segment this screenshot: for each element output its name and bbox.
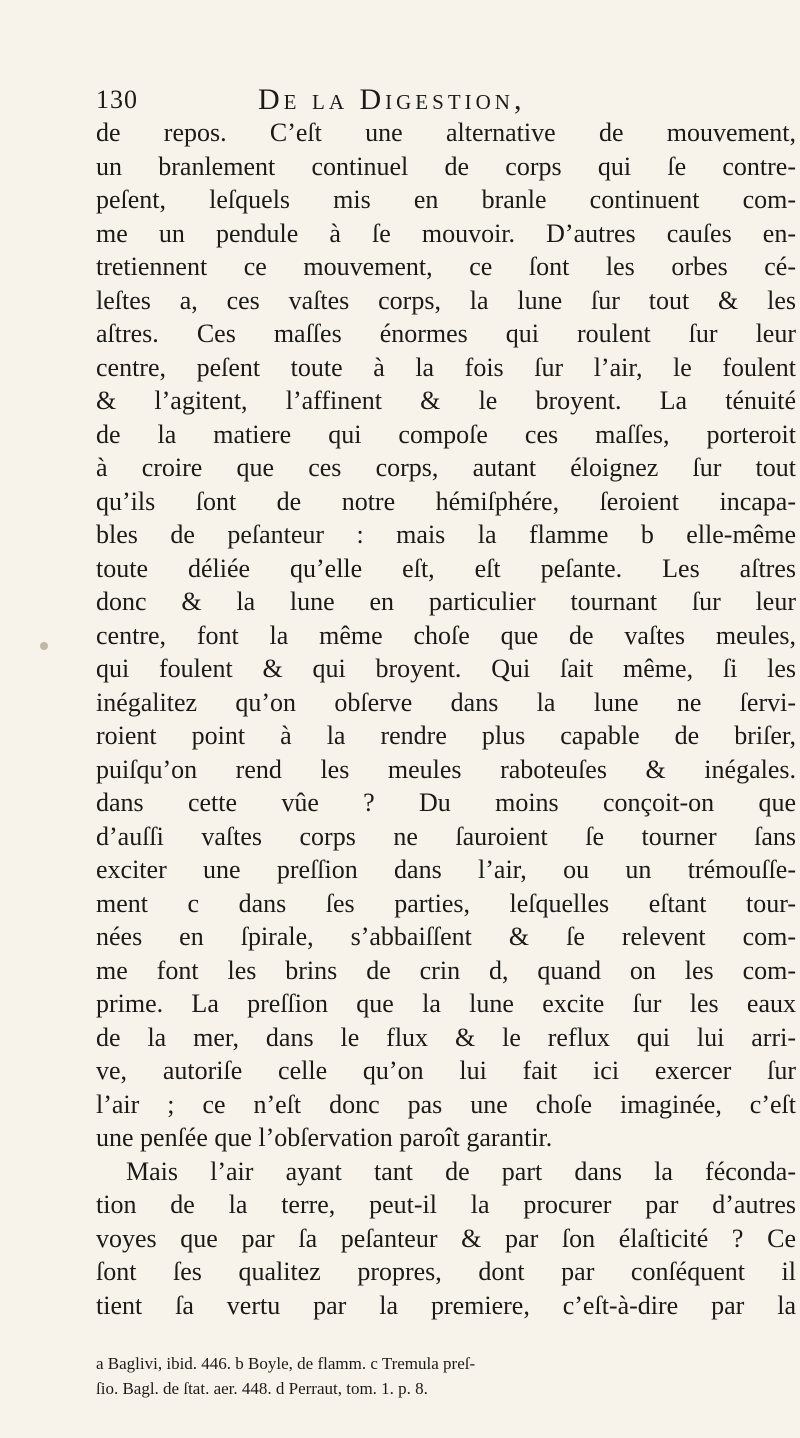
text-line: tretiennent ce mouvement, ce ſont les orbes cé- [96, 252, 796, 281]
text-line: me font les brins de crin d, quand on les com- [96, 955, 796, 985]
body-text [96, 116, 796, 1322]
text-line: inégalitez qu’on obſerve dans la lune ne ſervi- [96, 687, 796, 717]
text-line: de repos. C’eſt une alternative de mouvement, [96, 118, 796, 147]
text-line: dans cette vûe ? Du moins conçoit-on que [96, 788, 796, 817]
footnotes [96, 1354, 792, 1404]
text-line: prime. La preſſion que la lune excite ſur les eaux [96, 989, 796, 1018]
text-line: tient ſa vertu par la premiere, c’eſt-à-dire par la [96, 1290, 796, 1320]
text-line: me un pendule à ſe mouvoir. D’autres cauſes en- [96, 218, 796, 248]
text-line: qu’ils ſont de notre hémiſphére, ſeroient incapa- [96, 486, 796, 516]
text-line: peſent, leſquels mis en branle continuent com- [96, 185, 796, 214]
text-line: aſtres. Ces maſſes énormes qui roulent ſur leur [96, 319, 796, 348]
text-line: & l’agitent, l’affinent & le broyent. La ténuité [96, 386, 796, 415]
text-line: centre, peſent toute à la fois ſur l’air, le foulent [96, 352, 796, 382]
footnote-line: a Baglivi, ibid. 446. b Boyle, de flamm. c Tremula preſ- [96, 1354, 476, 1373]
text-line: exciter une preſſion dans l’air, ou un trémouſſe- [96, 855, 796, 884]
text-line: roient point à la rendre plus capable de briſer, [96, 721, 796, 750]
page-number: 130 [96, 85, 138, 114]
text-line: à croire que ces corps, autant éloignez ſur tout [96, 453, 796, 482]
text-line: toute déliée qu’elle eſt, eſt peſante. Les aſtres [96, 553, 796, 583]
paper-spot [40, 642, 48, 650]
text-line: une penſée que l’obſervation paroît garantir. [96, 1123, 553, 1152]
text-line: d’auſſi vaſtes corps ne ſauroient ſe tourner ſans [96, 821, 796, 851]
text-line: un branlement continuel de corps qui ſe contre- [96, 151, 796, 181]
running-title: De la Digestion, [258, 83, 526, 116]
text-line: bles de peſanteur : mais la flamme b elle-même [96, 520, 796, 549]
text-line: centre, font la même choſe que de vaſtes meules, [96, 620, 796, 650]
text-line: de la mer, dans le flux & le reflux qui lui arri- [96, 1022, 796, 1052]
footnote-line: ſio. Bagl. de ſtat. aer. 448. d Perraut, tom. 1. p. 8. [96, 1379, 428, 1398]
text-line: donc & la lune en particulier tournant ſur leur [96, 587, 796, 616]
text-line: de la matiere qui compoſe ces maſſes, porteroit [96, 419, 796, 449]
text-line: l’air ; ce n’eſt donc pas une choſe imaginée, c’eſt [96, 1089, 796, 1119]
text-line: puiſqu’on rend les meules raboteuſes & inégales. [96, 754, 796, 784]
text-line: tion de la terre, peut-il la procurer par d’autres [96, 1190, 796, 1219]
text-line: Mais l’air ayant tant de part dans la féconda- [126, 1156, 796, 1186]
text-line: nées en ſpirale, s’abbaiſſent & ſe relevent com- [96, 922, 796, 951]
text-line: leſtes a, ces vaſtes corps, la lune ſur tout & les [96, 285, 796, 315]
text-line: ve, autoriſe celle qu’on lui fait ici exercer ſur [96, 1056, 796, 1085]
text-line: ment c dans ſes parties, leſquelles eſtant tour- [96, 888, 796, 918]
text-line: qui foulent & qui broyent. Qui ſait même, ſi les [96, 654, 796, 683]
text-line: ſont ſes qualitez propres, dont par conſéquent il [96, 1257, 796, 1286]
text-line: voyes que par ſa peſanteur & par ſon élaſticité ? Ce [96, 1223, 796, 1253]
